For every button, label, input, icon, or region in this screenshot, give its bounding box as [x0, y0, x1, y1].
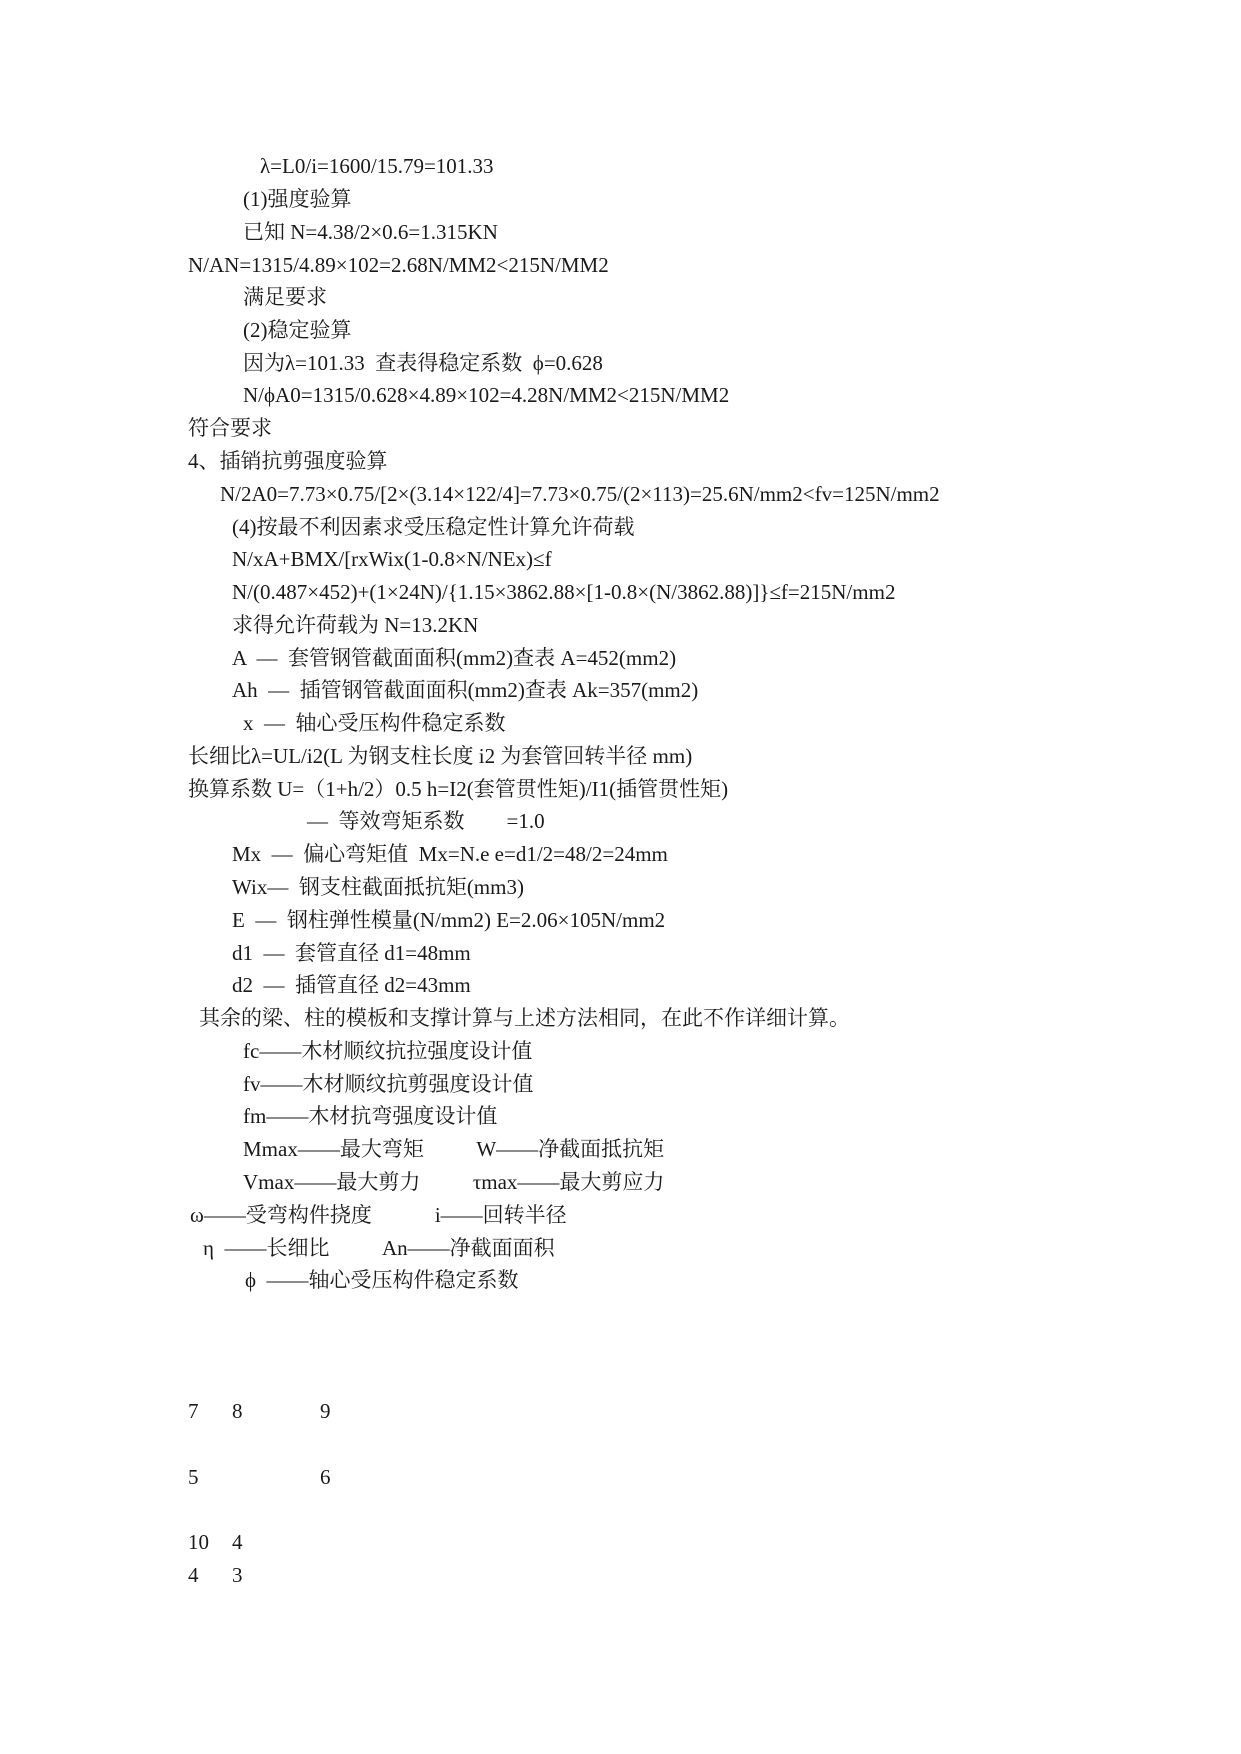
text-line: 长细比λ=UL/i2(L 为钢支柱长度 i2 为套管回转半径 mm): [188, 744, 693, 768]
text-line: λ=L0/i=1600/15.79=101.33: [260, 154, 494, 178]
text-line: 其余的梁、柱的模板和支撑计算与上述方法相同，在此不作详细计算。: [199, 1006, 850, 1030]
text-line: (1)强度验算: [243, 187, 352, 211]
text-line: 因为λ=101.33 查表得稳定系数 ϕ=0.628: [243, 351, 603, 375]
number-label: 4: [188, 1563, 199, 1587]
text-line: x — 轴心受压构件稳定系数: [243, 711, 506, 735]
text-line: Mmax——最大弯矩 W——净截面抵抗矩: [243, 1137, 665, 1161]
text-line: d1 — 套管直径 d1=48mm: [232, 941, 471, 965]
text-line: (4)按最不利因素求受压稳定性计算允许荷载: [232, 515, 635, 539]
number-label: 4: [232, 1530, 243, 1554]
number-label: 10: [188, 1530, 209, 1554]
text-line: E — 钢柱弹性模量(N/mm2) E=2.06×105N/mm2: [232, 908, 666, 932]
text-line: N/AN=1315/4.89×102=2.68N/MM2<215N/MM2: [188, 253, 609, 277]
text-line: d2 — 插管直径 d2=43mm: [232, 973, 471, 997]
text-line: 符合要求: [188, 416, 272, 440]
text-line: N/(0.487×452)+(1×24N)/{1.15×3862.88×[1-0.8×(N/3862.88)]}≤f=215N/mm2: [232, 580, 896, 604]
text-line: N/ϕA0=1315/0.628×4.89×102=4.28N/MM2<215N/MM2: [243, 383, 730, 407]
text-line: Ah — 插管钢管截面面积(mm2)查表 Ak=357(mm2): [232, 678, 699, 702]
text-line: ω——受弯构件挠度 i——回转半径: [190, 1203, 567, 1227]
text-line: Vmax——最大剪力 τmax——最大剪应力: [243, 1170, 665, 1194]
text-line: N/2A0=7.73×0.75/[2×(3.14×122/4]=7.73×0.75/(2×113)=25.6N/mm2<fv=125N/mm2: [220, 482, 940, 506]
number-label: 7: [188, 1399, 199, 1423]
number-label: 5: [188, 1465, 199, 1489]
text-line: ϕ ——轴心受压构件稳定系数: [245, 1268, 519, 1292]
text-line: fv——木材顺纹抗剪强度设计值: [243, 1072, 534, 1096]
text-line: Wix— 钢支柱截面抵抗矩(mm3): [232, 875, 524, 899]
number-label: 9: [320, 1399, 331, 1423]
text-line: fc——木材顺纹抗拉强度设计值: [243, 1039, 533, 1063]
number-label: 6: [320, 1465, 331, 1489]
text-line: A — 套管钢管截面面积(mm2)查表 A=452(mm2): [232, 646, 677, 670]
text-line: Mx — 偏心弯矩值 Mx=N.e e=d1/2=48/2=24mm: [232, 842, 668, 866]
number-label: 3: [232, 1563, 243, 1587]
text-line: η ——长细比 An——净截面面积: [203, 1236, 555, 1260]
text-line: (2)稳定验算: [243, 318, 352, 342]
text-line: 换算系数 U=（1+h/2）0.5 h=I2(套管贯性矩)/I1(插管贯性矩): [188, 777, 729, 801]
text-line: 4、插销抗剪强度验算: [188, 449, 388, 473]
text-line: 已知 N=4.38/2×0.6=1.315KN: [243, 220, 498, 244]
text-line: N/xA+BMX/[rxWix(1-0.8×N/NEx)≤f: [232, 547, 552, 571]
text-line: 满足要求: [243, 285, 327, 309]
number-label: 8: [232, 1399, 243, 1423]
text-line: — 等效弯矩系数 =1.0: [307, 809, 545, 833]
text-line: 求得允许荷载为 N=13.2KN: [232, 613, 479, 637]
text-line: fm——木材抗弯强度设计值: [243, 1104, 498, 1128]
